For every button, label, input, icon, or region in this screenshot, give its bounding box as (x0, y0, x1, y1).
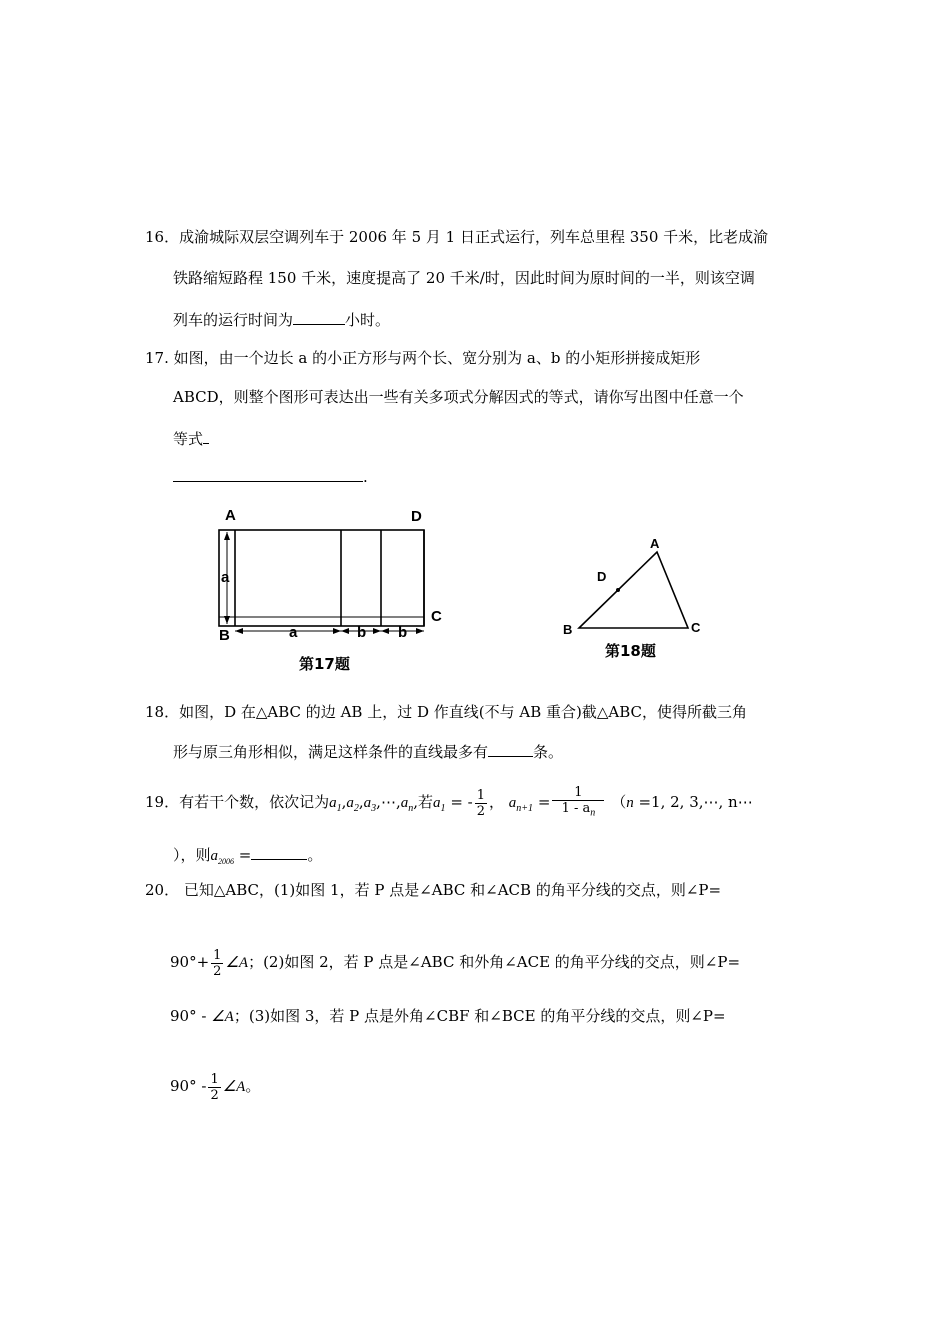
fig17-label-D: D (411, 508, 422, 525)
fig18-caption: 第18题 (605, 642, 656, 660)
fig17-label-B: B (219, 627, 230, 644)
q19-a1-eq: $a_1$ (433, 795, 446, 814)
q20-text-2: ；(2)如图 2，若 P 点是∠ABC 和外角∠ACE 的角平分线的交点，则∠P= (248, 953, 741, 971)
q16-text-3b: 小时。 (345, 311, 391, 329)
q16-line1 (145, 227, 768, 247)
fig17-arrow-left-b2 (381, 628, 389, 634)
q16-line3 (173, 310, 390, 330)
fig17-arrow-up (224, 532, 230, 540)
q20-text-3: ；(3)如图 3，若 P 点是外角∠CBF 和∠BCE 的角平分线的交点，则∠P= (233, 1007, 726, 1025)
q19-an: $a_n$ (400, 795, 414, 814)
fig17-caption: 第17题 (299, 655, 350, 673)
fig17-label-A: A (225, 507, 236, 524)
q20-fraction-half-1: $\frac{1}{2}$ (213, 947, 222, 979)
q16-text-1: 成渝城际双层空调列车于 2006 年 5 月 1 日正式运行，列车总里程 350 千米，比老成渝 (179, 228, 769, 246)
q17-answer-blank[interactable] (173, 467, 363, 482)
fig18-label-B: B (563, 622, 573, 637)
q20-plus: + (196, 953, 210, 971)
q19-a1: $a_1$ (329, 795, 342, 814)
q19-answer-blank[interactable] (251, 845, 307, 860)
q20-text-1: 已知△ABC，(1)如图 1，若 P 点是∠ABC 和∠ACB 的角平分线的交点，则∠P= (183, 881, 722, 899)
fig17-label-b1: b (357, 624, 367, 641)
figure-18 (555, 530, 715, 640)
q20-deg-2: 90° (170, 1007, 197, 1025)
q19-text-2: 若 (418, 793, 434, 811)
q20-line3 (170, 1006, 726, 1027)
q20-line1 (145, 880, 721, 900)
q19-an1: $a_{n+1}$ (508, 795, 534, 814)
q19-text-3: ），则 (173, 846, 211, 864)
q19-paren: （ (611, 793, 627, 811)
q19-eq3: = (238, 846, 252, 864)
q16-answer-blank[interactable] (293, 310, 345, 325)
q19-eq2: = (537, 793, 551, 811)
q18-text-1: 如图，D 在△ABC 的边 AB 上，过 D 作直线(不与 AB 重合)截△ABC，使得所截三角 (179, 703, 748, 721)
q20-minus-2: - (201, 1077, 207, 1095)
q20-line2 (170, 945, 740, 980)
q19-end: 。 (307, 846, 323, 864)
fig17-arrow-down (224, 616, 230, 624)
q18-text-2b: 条。 (533, 743, 564, 761)
q16-number: 16． (145, 228, 180, 246)
q20-number: 20． (145, 881, 180, 899)
q20-angle-a-3: ∠A (222, 1079, 246, 1095)
fig17-arrow-right-a (333, 628, 341, 634)
q20-angle-a-2: ∠A (211, 1009, 234, 1025)
q18-text-2a: 形与原三角形相似，满足这样条件的直线最多有 (173, 743, 489, 761)
q19-dots: ⋯ (380, 793, 396, 811)
fig18-label-A: A (650, 536, 660, 551)
q19-fraction-recurrence: $\frac{1}{1 - a_n}$ (552, 785, 604, 821)
q20-end: 。 (245, 1077, 261, 1095)
q17-end-dot: . (363, 468, 368, 486)
q19-number: 19． (145, 793, 180, 811)
q20-minus-1: - (201, 1007, 207, 1025)
fig17-label-a-side: a (221, 569, 230, 586)
q18-line2 (173, 742, 563, 762)
q19-a2006: $a_{2006}$ (210, 848, 235, 866)
q19-line1: 19．有若干个数，依次记为$a_1,a_2,a_3,\cdots,a_n$,若$a_1$ = - $\frac{1}{2}$ ， $a_{n+1}$ = $\frac{1}{1 - a_n}$ （n =1, 2, 3,⋯, n⋯ (145, 785, 753, 819)
q16-text-3a: 列车的运行时间为 (173, 311, 294, 329)
q17-number: 17. (145, 349, 169, 367)
figure-17 (205, 500, 465, 645)
q19-condition: =1, 2, 3,⋯, n⋯ (638, 793, 753, 811)
q20-deg-3: 90° (170, 1077, 197, 1095)
q16-line2 (173, 268, 755, 288)
q19-eq1: = - (450, 793, 473, 811)
q17-text-2: ABCD，则整个图形可表达出一些有关多项式分解因式的等式，请你写出图中任意一个 (173, 388, 744, 406)
fig17-arrow-left-b1 (341, 628, 349, 634)
q19-a2: $a_2$ (346, 795, 359, 814)
fig17-arrow-left (235, 628, 243, 634)
q19-n: n (626, 795, 634, 811)
fig17-label-a-bottom: a (289, 624, 298, 641)
fig18-label-C: C (691, 620, 701, 635)
q17-line3 (173, 429, 209, 449)
q19-text-1: 有若干个数，依次记为 (179, 793, 330, 811)
q16-text-2: 铁路缩短路程 150 千米，速度提高了 20 千米/时，因此时间为原时间的一半，则该空调 (173, 269, 755, 287)
q17-line4 (173, 467, 368, 487)
q19-line2 (173, 845, 322, 872)
fig17-label-C: C (431, 608, 442, 625)
q19-fraction-half: $\frac{1}{2}$ (476, 787, 485, 819)
fig17-rectangle-abcd (219, 530, 424, 626)
q17-line2 (173, 387, 744, 407)
q20-line4 (170, 1069, 260, 1104)
fig18-point-d (616, 588, 620, 592)
q20-fraction-half-2: $\frac{1}{2}$ (210, 1071, 219, 1103)
q17-line1 (145, 348, 700, 368)
q18-line1 (145, 702, 747, 722)
q17-short-underline (203, 429, 209, 444)
q19-a3: $a_3$ (363, 795, 377, 814)
q17-text-3: 等式 (173, 430, 204, 448)
fig17-arrow-right-b2 (416, 628, 424, 634)
fig18-triangle-abc (579, 552, 688, 628)
q20-angle-a-1: ∠A (225, 955, 249, 971)
q17-text-1: 如图，由一个边长 a 的小正方形与两个长、宽分别为 a、b 的小矩形拼接成矩形 (173, 349, 701, 367)
fig18-label-D: D (597, 569, 607, 584)
q20-deg-1: 90° (170, 953, 197, 971)
fig17-label-b2: b (398, 624, 408, 641)
fig17-arrow-right-b1 (373, 628, 381, 634)
q18-number: 18． (145, 703, 180, 721)
q19-comma: ， (489, 793, 505, 811)
q18-answer-blank[interactable] (488, 742, 533, 757)
